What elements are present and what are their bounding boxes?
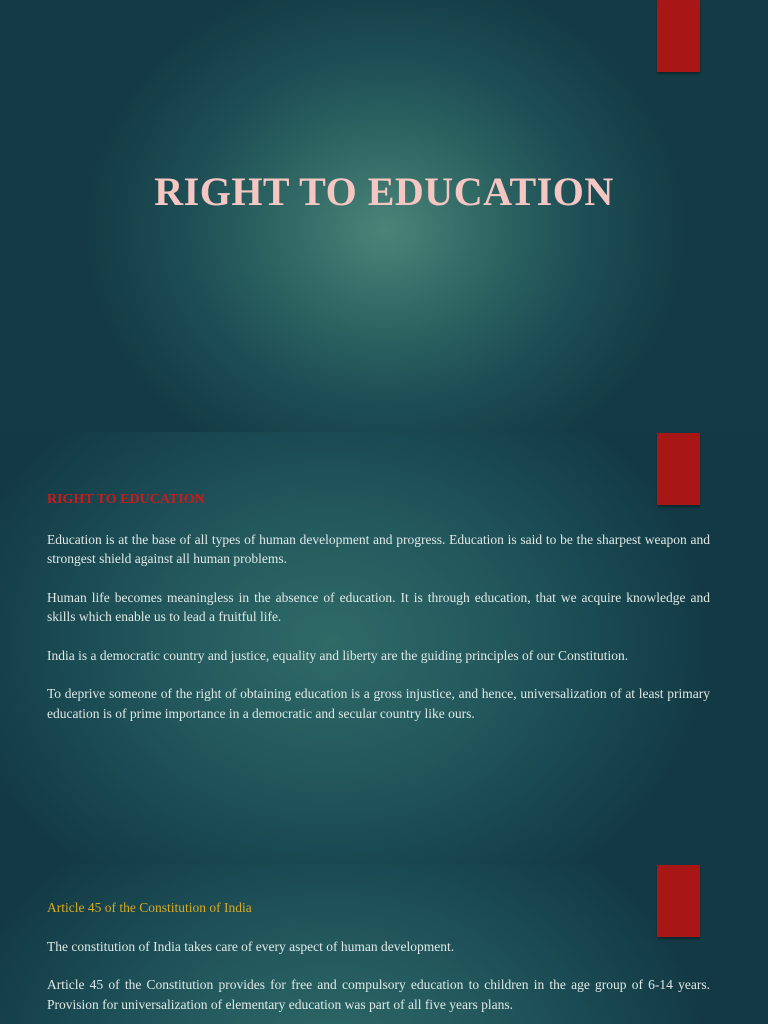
slide-right-to-education	[0, 432, 768, 864]
slide-article-45	[0, 864, 768, 1024]
slide-title-heading: RIGHT TO EDUCATION	[154, 169, 614, 214]
paragraph: The constitution of India takes care of every aspect of human development.	[47, 938, 455, 954]
section-heading: RIGHT TO EDUCATION	[47, 492, 205, 507]
slide-content	[47, 490, 710, 742]
paragraph: Education is at the base of all types of human development and progress. Education is said to be the sharpest weapon and strongest shield against all human problems.	[47, 531, 710, 566]
red-tab-decoration	[657, 0, 700, 72]
section-heading: Article 45 of the Constitution of India	[47, 900, 252, 915]
slide-content	[47, 898, 710, 1024]
paragraph: Article 45 of the Constitution provides for free and compulsory education to children in the age group of 6-14 years. Provision for universalization of elementary education was part of all five years plans.	[47, 977, 710, 1012]
paragraph: India is a democratic country and justice, equality and liberty are the guiding principles of our Constitution.	[47, 647, 629, 663]
paragraph: To deprive someone of the right of obtaining education is a gross injustice, and hence, universalization of at least primary education is of prime importance in a democratic and secular country like ours.	[47, 686, 710, 721]
paragraph: Human life becomes meaningless in the absence of education. It is through education, that we acquire knowledge and skills which enable us to lead a fruitful life.	[47, 589, 710, 624]
slide-title	[0, 0, 768, 432]
